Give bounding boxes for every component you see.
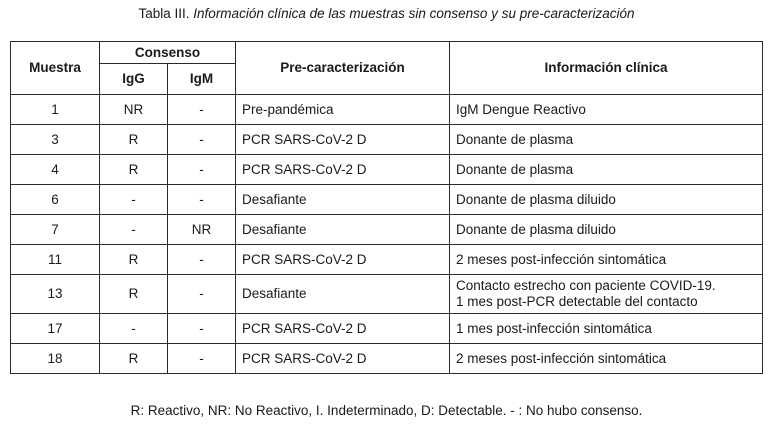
clinical-info-table bbox=[10, 41, 763, 374]
cell-precaracterizacion: PCR SARS-CoV-2 D bbox=[236, 245, 450, 275]
cell-precaracterizacion: Pre-pandémica bbox=[236, 95, 450, 125]
table-row bbox=[11, 314, 763, 344]
table-row bbox=[11, 215, 763, 245]
cell-igg: R bbox=[100, 344, 168, 374]
cell-informacion-line-2: 1 mes post-PCR detectable del contacto bbox=[456, 294, 698, 309]
cell-igg: R bbox=[100, 155, 168, 185]
cell-igm: - bbox=[168, 185, 236, 215]
cell-informacion: 1 mes post-infección sintomática bbox=[450, 314, 763, 344]
cell-precaracterizacion: PCR SARS-CoV-2 D bbox=[236, 155, 450, 185]
cell-muestra: 4 bbox=[11, 155, 100, 185]
cell-precaracterizacion: PCR SARS-CoV-2 D bbox=[236, 344, 450, 374]
cell-igg: R bbox=[100, 275, 168, 314]
table-caption bbox=[0, 6, 773, 21]
cell-muestra: 3 bbox=[11, 125, 100, 155]
table-footnote: R: Reactivo, NR: No Reactivo, I. Indeterminado, D: Detectable. - : No hubo consenso. bbox=[130, 403, 643, 418]
header-consenso: Consenso bbox=[100, 42, 236, 64]
cell-igm: NR bbox=[168, 215, 236, 245]
table-row bbox=[11, 344, 763, 374]
cell-muestra: 18 bbox=[11, 344, 100, 374]
table-row bbox=[11, 185, 763, 215]
cell-informacion: Donante de plasma bbox=[450, 155, 763, 185]
table-row bbox=[11, 95, 763, 125]
cell-precaracterizacion: Desafiante bbox=[236, 185, 450, 215]
cell-igm: - bbox=[168, 245, 236, 275]
table-row bbox=[11, 125, 763, 155]
cell-igm: - bbox=[168, 344, 236, 374]
cell-informacion: Donante de plasma diluido bbox=[450, 185, 763, 215]
cell-igm: - bbox=[168, 155, 236, 185]
cell-precaracterizacion: Desafiante bbox=[236, 215, 450, 245]
cell-muestra: 17 bbox=[11, 314, 100, 344]
cell-informacion: IgM Dengue Reactivo bbox=[450, 95, 763, 125]
header-igg: IgG bbox=[100, 64, 168, 95]
header-precaracterizacion: Pre-caracterización bbox=[236, 42, 450, 95]
cell-informacion: Donante de plasma diluido bbox=[450, 215, 763, 245]
table-row bbox=[11, 275, 763, 314]
cell-igg: R bbox=[100, 125, 168, 155]
cell-informacion bbox=[450, 275, 763, 314]
cell-muestra: 6 bbox=[11, 185, 100, 215]
cell-igm: - bbox=[168, 275, 236, 314]
header-muestra: Muestra bbox=[11, 42, 100, 95]
table-row bbox=[11, 245, 763, 275]
header-row-1 bbox=[11, 42, 763, 64]
cell-igg: - bbox=[100, 185, 168, 215]
cell-muestra: 11 bbox=[11, 245, 100, 275]
cell-informacion: 2 meses post-infección sintomática bbox=[450, 344, 763, 374]
caption-label: Tabla III. bbox=[138, 6, 190, 21]
header-informacion-clinica: Información clínica bbox=[450, 42, 763, 95]
cell-precaracterizacion: PCR SARS-CoV-2 D bbox=[236, 125, 450, 155]
cell-precaracterizacion: Desafiante bbox=[236, 275, 450, 314]
caption-text: Información clínica de las muestras sin consenso y su pre-caracterización bbox=[193, 6, 635, 21]
cell-precaracterizacion: PCR SARS-CoV-2 D bbox=[236, 314, 450, 344]
header-igm: IgM bbox=[168, 64, 236, 95]
cell-igm: - bbox=[168, 125, 236, 155]
cell-muestra: 13 bbox=[11, 275, 100, 314]
cell-igg: R bbox=[100, 245, 168, 275]
cell-informacion: Donante de plasma bbox=[450, 125, 763, 155]
cell-igm: - bbox=[168, 95, 236, 125]
cell-informacion-line-1: Contacto estrecho con paciente COVID-19. bbox=[456, 278, 716, 293]
cell-informacion: 2 meses post-infección sintomática bbox=[450, 245, 763, 275]
cell-igg: - bbox=[100, 215, 168, 245]
cell-muestra: 1 bbox=[11, 95, 100, 125]
cell-igg: - bbox=[100, 314, 168, 344]
cell-muestra: 7 bbox=[11, 215, 100, 245]
cell-igm: - bbox=[168, 314, 236, 344]
table-row bbox=[11, 155, 763, 185]
cell-igg: NR bbox=[100, 95, 168, 125]
